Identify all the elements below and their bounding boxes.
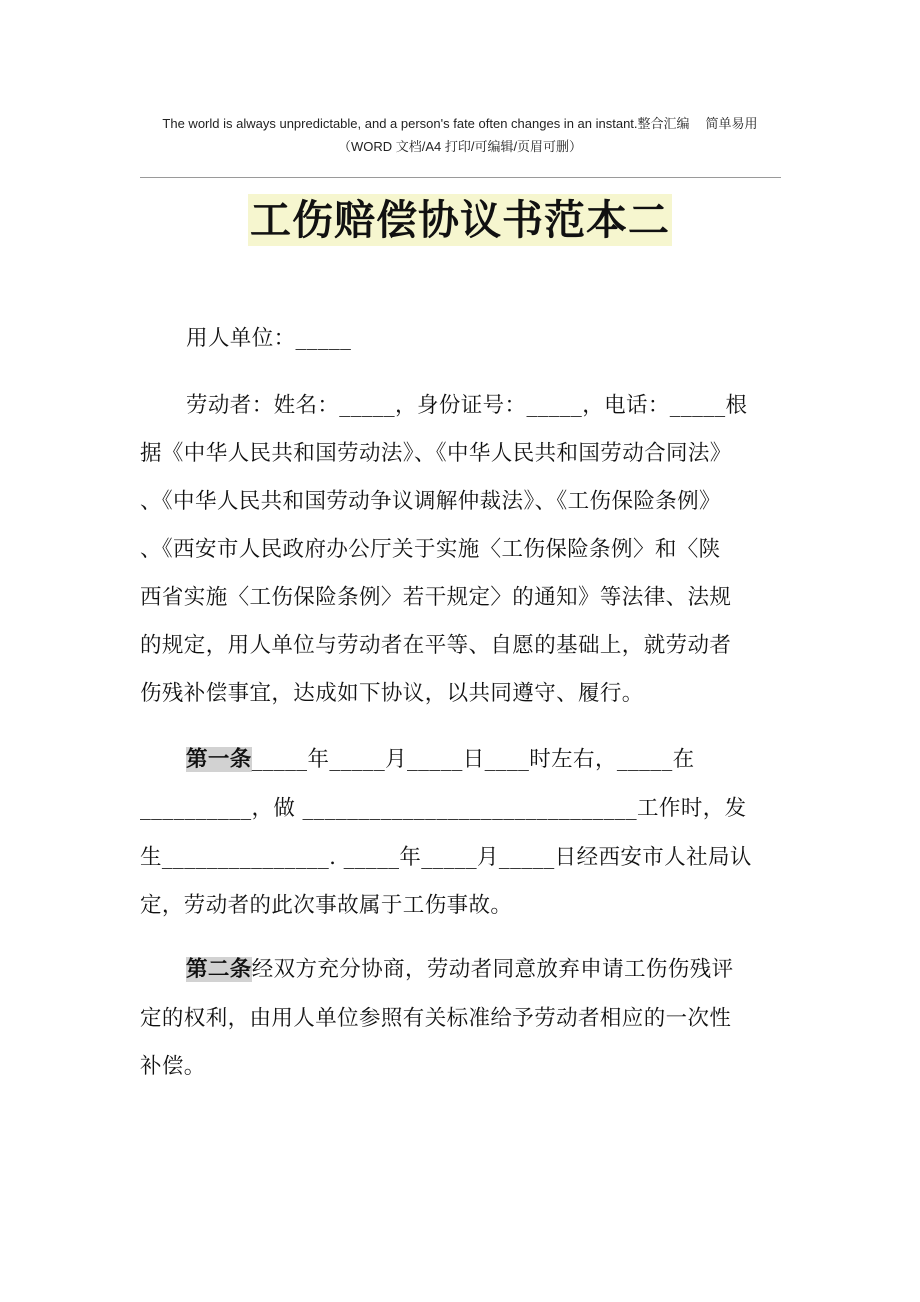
article1-line-4: 定，劳动者的此次事故属于工伤事故。 (140, 893, 513, 918)
document-title: 工伤赔偿协议书范本二 (250, 196, 670, 244)
worker-paragraph-line-1: 劳动者：姓名：_____，身份证号：_____，电话：_____根 (186, 393, 748, 418)
header-tag-easy: 简单易用 (705, 116, 758, 131)
worker-paragraph-line-6: 的规定，用人单位与劳动者在平等、自愿的基础上，就劳动者 (140, 633, 732, 658)
article2-line1-text: 经双方充分协商，劳动者同意放弃申请工伤伤残评 (251, 957, 734, 982)
worker-paragraph-line-2: 据《中华人民共和国劳动法》、《中华人民共和国劳动合同法》 (140, 441, 732, 466)
header-divider (140, 177, 781, 178)
page-header-line1 (0, 115, 920, 133)
article1-line-2: __________，做 ______________________________工作时，发 (140, 796, 747, 821)
worker-paragraph-line-4: 、《西安市人民政府办公厅关于实施〈工伤保险条例〉和〈陕 (140, 537, 721, 562)
article2-line-2: 定的权利，由用人单位参照有关标准给予劳动者相应的一次性 (140, 1006, 732, 1031)
article1-label: 第一条 (186, 747, 252, 772)
worker-paragraph-line-5: 西省实施〈工伤保险条例〉若干规定〉的通知》等法律、法规 (140, 585, 732, 610)
employer-blank: _____ (295, 326, 352, 351)
header-english-quote: The world is always unpredictable, and a person's fate often changes in an instant. (162, 116, 638, 131)
page-header-line2: （WORD 文档/A4 打印/可编辑/页眉可删） (337, 139, 583, 154)
title-container (0, 194, 920, 246)
employer-line (186, 315, 780, 364)
article2-line-1 (186, 946, 780, 995)
header-tag-compiled: 整合汇编 (637, 116, 690, 131)
article2-label: 第二条 (186, 957, 252, 982)
article2-line-3: 补偿。 (140, 1054, 206, 1079)
worker-paragraph-line-3: 、《中华人民共和国劳动争议调解仲裁法》、《工伤保险条例》 (140, 489, 721, 514)
article1-line-3: 生_______________. _____年_____月_____日经西安市人社局认 (140, 845, 752, 870)
article1-line-1 (186, 736, 780, 785)
article1-line1-text: _____年_____月_____日____时左右，_____在 (251, 747, 695, 772)
worker-paragraph-line-7: 伤残补偿事宜，达成如下协议，以共同遵守、履行。 (140, 681, 644, 706)
employer-label: 用人单位： (186, 326, 296, 351)
